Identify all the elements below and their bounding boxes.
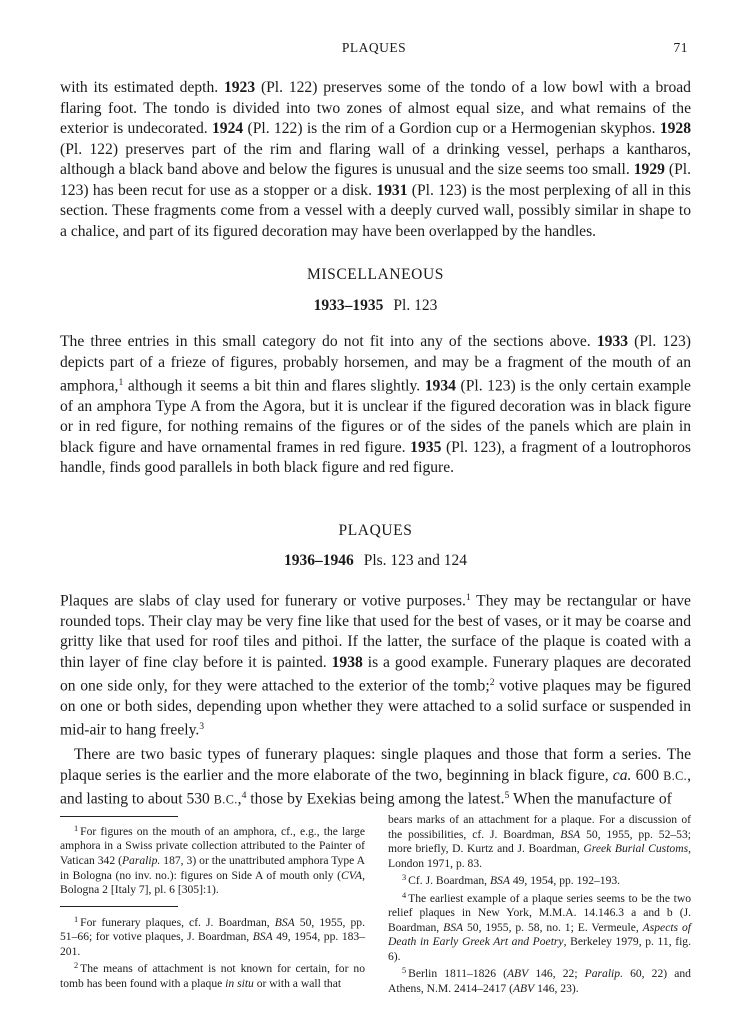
footnote-ref[interactable]: 2 [489, 677, 495, 689]
footnote-ref[interactable]: 1 [465, 591, 471, 603]
citation-title: ABV [506, 967, 529, 981]
main-text [60, 78, 691, 810]
footnote-number: 1 [74, 824, 79, 833]
catalog-number: 1928 [659, 120, 691, 137]
text: with its estimated depth. [60, 79, 224, 96]
catalog-range: 1933–1935 [313, 296, 384, 314]
catalog-number: 1931 [376, 181, 408, 199]
citation-title: BSA [489, 874, 510, 888]
era-abbreviation: B.C. [213, 792, 238, 807]
text: votive plaques may be figured on one or both sides, depending upon whether they were attached to a solid surface or suspended in mid-air to hang freely. [60, 677, 691, 739]
text: 146, 22; [528, 967, 585, 981]
footnote-ref[interactable]: 1 [118, 377, 124, 388]
plate-reference: Pl. 123 [393, 296, 438, 314]
citation-title: Greek Burial Customs [583, 842, 689, 856]
section-heading-miscellaneous: MISCELLANEOUS [307, 266, 444, 283]
text: , Berkeley 1979, p. 11, fig. 6). [388, 935, 692, 963]
text: They may be rectangular or have rounded tops. Their clay may be very fine like that used for the best of vases, or it may be coarse and gritty like that used for roof tiles and pithoi. If the latter, the surface of the plaque is coated with a thin layer of fine clay before it is painted. [60, 592, 691, 671]
footnotes-left-column [60, 822, 365, 991]
section-range-miscellaneous [60, 296, 691, 317]
text: although it seems a bit thin and flares slightly. [123, 377, 425, 395]
text: The three entries in this small category do not fit into any of the sections above. [60, 333, 597, 350]
section-heading-plaques: PLAQUES [338, 521, 413, 539]
text: or with a wall that [253, 976, 342, 990]
text: 49, 1954, pp. 183–201. [60, 930, 366, 958]
footnote-ref[interactable]: 5 [504, 790, 510, 802]
paragraph-4 [60, 745, 691, 810]
catalog-number: 1923 [223, 79, 256, 96]
text: , [237, 790, 242, 808]
citation-title: BSA [443, 920, 464, 934]
text: (Pl. 123) depicts part of a frieze of figures, probably horsemen, and may be a fragment of the mouth of an amphora, [60, 333, 691, 395]
text: , Bologna 2 [Italy 7], pl. 6 [305]:1). [60, 868, 365, 897]
footnote-number: 4 [402, 890, 407, 900]
footnote-ref[interactable]: 4 [241, 790, 247, 802]
footnote-number: 2 [74, 961, 79, 971]
citation-title: BSA [560, 827, 581, 841]
latin-phrase: in situ [225, 976, 254, 990]
text: For figures on the mouth of an amphora, cf., e.g., the large amphora in a Swiss private collection attributed to the Painter of Vatican 342 ( [60, 824, 365, 867]
text: (Pl. 123) has been recut for use as a stopper or a disk. [60, 161, 691, 199]
text: The means of attachment is not known for certain, for no tomb has been found with a plaque [60, 962, 365, 990]
footnote-continuation [388, 813, 691, 871]
footnote [388, 964, 691, 996]
text: 50, 1955, p. 58, no. 1; E. Vermeule, [463, 920, 643, 934]
running-head [60, 40, 688, 62]
footnote [388, 871, 691, 888]
catalog-number: 1938 [331, 653, 363, 671]
footnote [60, 822, 365, 898]
text: those by Exekias being among the latest. [246, 790, 505, 808]
citation-title: BSA [252, 930, 273, 944]
text: 600 [631, 766, 664, 784]
text: (Pl. 122) is the rim of a Gordion cup or a Hermogenian skyphos. [243, 120, 660, 137]
paragraph-2 [60, 332, 691, 479]
citation-title: Paralip. [121, 853, 161, 867]
footnote [388, 889, 691, 965]
text: 50, 1955, pp. 52–53; more briefly, D. Kurtz and J. Boardman, [388, 827, 691, 856]
text: There are two basic types of funerary plaques: single plaques and those that form a series. The plaque series is the earlier and the more elaborate of the two, beginning in black figure, [60, 746, 691, 784]
text: (Pl. 122) preserves some of the tondo of a low bowl with a broad flaring foot. The tondo is divided into two zones of almost equal size, and what remains of the exterior is undecorated. [60, 79, 691, 137]
citation-title: Paralip. [584, 967, 623, 981]
text: 60, 22) and Athens, N.M. 2414–2417 ( [388, 967, 691, 995]
text: (Pl. 123) is the only certain example of an amphora Type A from the Agora, but it is unclear if the figured decoration was in black figure or in red figure, for nothing remains of the figures or of the sides of the panels which are plain in black figure and have ornamental frames in red figure. [60, 377, 691, 456]
catalog-range: 1936–1946 [283, 552, 354, 570]
footnote [60, 913, 365, 960]
footnotes-right-column [388, 813, 691, 996]
footnote-rule [60, 906, 178, 907]
text: Berlin 1811–1826 ( [408, 967, 507, 981]
citation-title: Aspects of Death in Early Greek Art and Poetry [388, 920, 692, 949]
catalog-number: 1934 [424, 377, 456, 395]
citation-title: ABV [512, 981, 535, 995]
catalog-number: 1924 [211, 120, 244, 137]
text: 187, 3) or the unattributed amphora Type A in Bologna (no inv. no.): figures on Side A of mouth only ( [60, 853, 365, 882]
text: For funerary plaques, cf. J. Boardman, [80, 915, 275, 929]
text: Plaques are slabs of clay used for funerary or votive purposes. [60, 592, 466, 610]
abbreviation: ca. [612, 766, 632, 784]
text: (Pl. 123), a fragment of a loutrophoros handle, finds good parallels in both black figure and red figure. [60, 438, 692, 477]
catalog-number: 1933 [596, 333, 629, 350]
paragraph-1 [60, 78, 691, 242]
footnote [60, 959, 365, 991]
text: 49, 1954, pp. 192–193. [509, 874, 621, 888]
text: The earliest example of a plaque series seems to be the two relief plaques in New York, M.M.A. 14.146.3 a and b (J. Boardman, [388, 891, 691, 934]
plate-reference: Pls. 123 and 124 [363, 552, 468, 570]
footnote-number: 5 [402, 966, 407, 976]
text: bears marks of an attachment for a plaque. For a discussion of the possibilities, cf. J. Boardman, [388, 813, 691, 841]
citation-title: CVA [341, 868, 363, 882]
era-abbreviation: B.C. [663, 768, 688, 783]
text: When the manufacture of [509, 790, 672, 808]
text: , London 1971, p. 83. [388, 842, 692, 870]
page-number: 71 [673, 40, 688, 55]
text: Cf. J. Boardman, [408, 874, 490, 888]
text: 50, 1955, pp. 51–66; for votive plaques, J. Boardman, [60, 915, 366, 944]
text: , and lasting to about 530 [60, 766, 691, 808]
footnote-rule [60, 816, 178, 817]
citation-title: BSA [274, 915, 295, 929]
footnote-ref[interactable]: 3 [199, 721, 205, 733]
text: (Pl. 122) preserves part of the rim and flaring wall of a drinking vessel, perhaps a kantharos, although a black band above and below the figures is unusual and the size seems too small. [60, 140, 691, 178]
section-range-plaques [60, 551, 691, 572]
text: is a good example. Funerary plaques are decorated on one side only, for they were attached to the exterior of the tomb; [60, 653, 691, 695]
text: (Pl. 123) is the most perplexing of all in this section. These fragments come from a vessel with a deeply curved wall, possibly similar in shape to a chalice, and part of its figured decoration may have been overlapped by the handles. [60, 181, 691, 240]
catalog-number: 1935 [410, 438, 442, 456]
running-head-title: PLAQUES [341, 40, 407, 55]
catalog-number: 1929 [633, 161, 665, 178]
footnote-number: 3 [402, 873, 407, 883]
paragraph-3 [60, 588, 691, 741]
text: 146, 23). [534, 981, 579, 995]
footnote-number: 1 [74, 914, 79, 924]
